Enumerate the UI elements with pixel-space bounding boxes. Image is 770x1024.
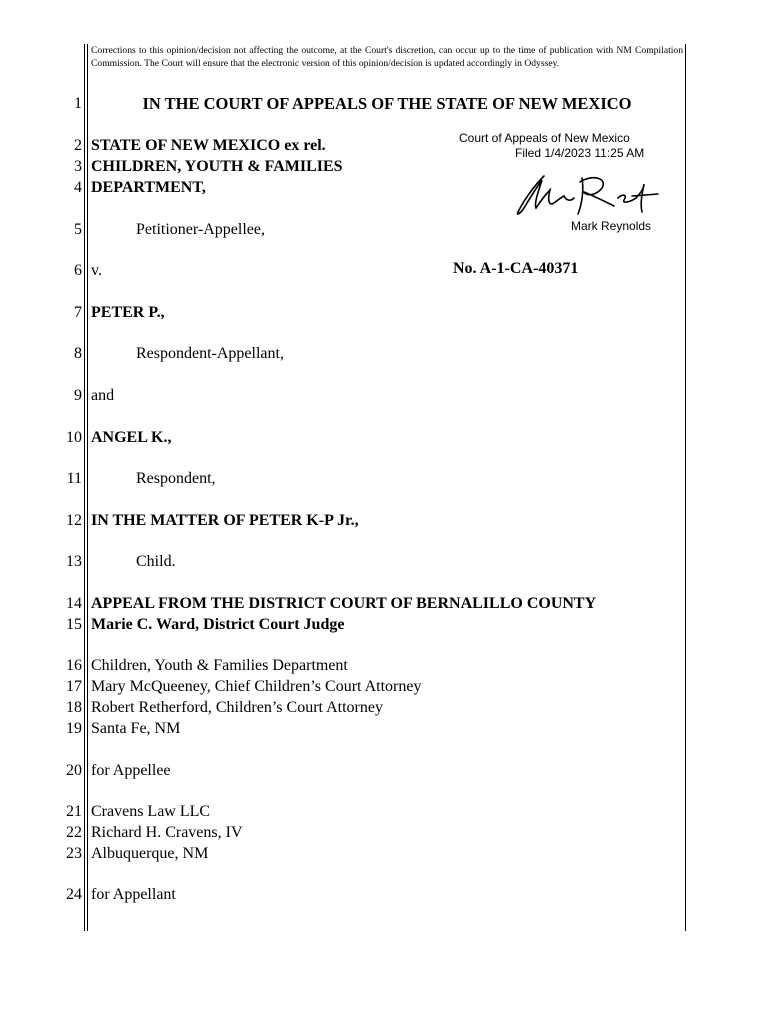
- line-number: 17: [66, 678, 82, 695]
- left-margin-rule-inner: [87, 44, 88, 931]
- appeal-heading: APPEAL FROM THE DISTRICT COURT OF BERNALILLO COUNTY: [91, 595, 597, 612]
- line-number: 3: [74, 158, 82, 175]
- caption-party-cyfd: CHILDREN, YOUTH & FAMILIES: [91, 158, 343, 175]
- line-number: 13: [66, 553, 82, 570]
- caption-party-peter: PETER P.,: [91, 304, 165, 321]
- line-number: 8: [74, 345, 82, 362]
- line-number: 2: [74, 137, 82, 154]
- line-number: 20: [66, 762, 82, 779]
- appellee-counsel-city: Santa Fe, NM: [91, 720, 181, 737]
- line-number: 6: [74, 262, 82, 279]
- line-number: 16: [66, 657, 82, 674]
- caption-party-state: STATE OF NEW MEXICO ex rel.: [91, 137, 326, 154]
- versus: v.: [91, 262, 102, 279]
- appellee-counsel-1: Mary McQueeney, Chief Children’s Court Attorney: [91, 678, 422, 695]
- line-number: 12: [66, 512, 82, 529]
- appellant-counsel-name: Richard H. Cravens, IV: [91, 824, 243, 841]
- caption-matter: IN THE MATTER OF PETER K-P Jr.,: [91, 512, 359, 529]
- party-role-respondent-appellant: Respondent-Appellant,: [136, 345, 284, 362]
- line-number: 19: [66, 720, 82, 737]
- corrections-notice: Corrections to this opinion/decision not affecting the outcome, at the Court's discretion, can occur up to the time of publication with NM Compilation Commission. The Court will ensure that the electronic version of this opinion/decision is updated accordingly in Odyssey.: [91, 45, 683, 69]
- caption-party-department: DEPARTMENT,: [91, 179, 206, 196]
- line-number: 1: [74, 95, 82, 112]
- line-number: 24: [66, 886, 82, 903]
- court-title: IN THE COURT OF APPEALS OF THE STATE OF NEW MEXICO: [142, 94, 632, 113]
- line-number: 4: [74, 179, 82, 196]
- appellee-counsel-2: Robert Retherford, Children’s Court Attorney: [91, 699, 383, 716]
- stamp-court: Court of Appeals of New Mexico: [459, 131, 630, 145]
- right-margin-rule: [685, 44, 686, 931]
- party-role-respondent: Respondent,: [136, 470, 216, 487]
- line-number: 5: [74, 221, 82, 238]
- stamp-filed: Filed 1/4/2023 11:25 AM: [515, 146, 645, 160]
- line-number: 11: [66, 470, 82, 487]
- district-judge: Marie C. Ward, District Court Judge: [91, 616, 345, 633]
- line-number: 18: [66, 699, 82, 716]
- line-number: 15: [66, 616, 82, 633]
- party-role-petitioner: Petitioner-Appellee,: [136, 221, 265, 238]
- for-appellee: for Appellee: [91, 762, 171, 779]
- line-number: 10: [66, 429, 82, 446]
- line-number: 7: [74, 304, 82, 321]
- for-appellant: for Appellant: [91, 886, 176, 903]
- appellee-counsel-org: Children, Youth & Families Department: [91, 657, 348, 674]
- stamp-signer: Mark Reynolds: [571, 219, 652, 233]
- party-role-child: Child.: [136, 553, 176, 570]
- appellant-counsel-city: Albuquerque, NM: [91, 845, 209, 862]
- caption-party-angel: ANGEL K.,: [91, 429, 172, 446]
- line-number: 22: [66, 824, 82, 841]
- line-number: 21: [66, 803, 82, 820]
- conjunction-and: and: [91, 387, 115, 404]
- appellant-counsel-firm: Cravens Law LLC: [91, 803, 211, 820]
- docket-number: No. A-1-CA-40371: [453, 260, 579, 277]
- left-margin-rule-outer: [84, 44, 85, 931]
- line-number: 14: [66, 595, 82, 612]
- line-number: 23: [66, 845, 82, 862]
- line-number: 9: [74, 387, 82, 404]
